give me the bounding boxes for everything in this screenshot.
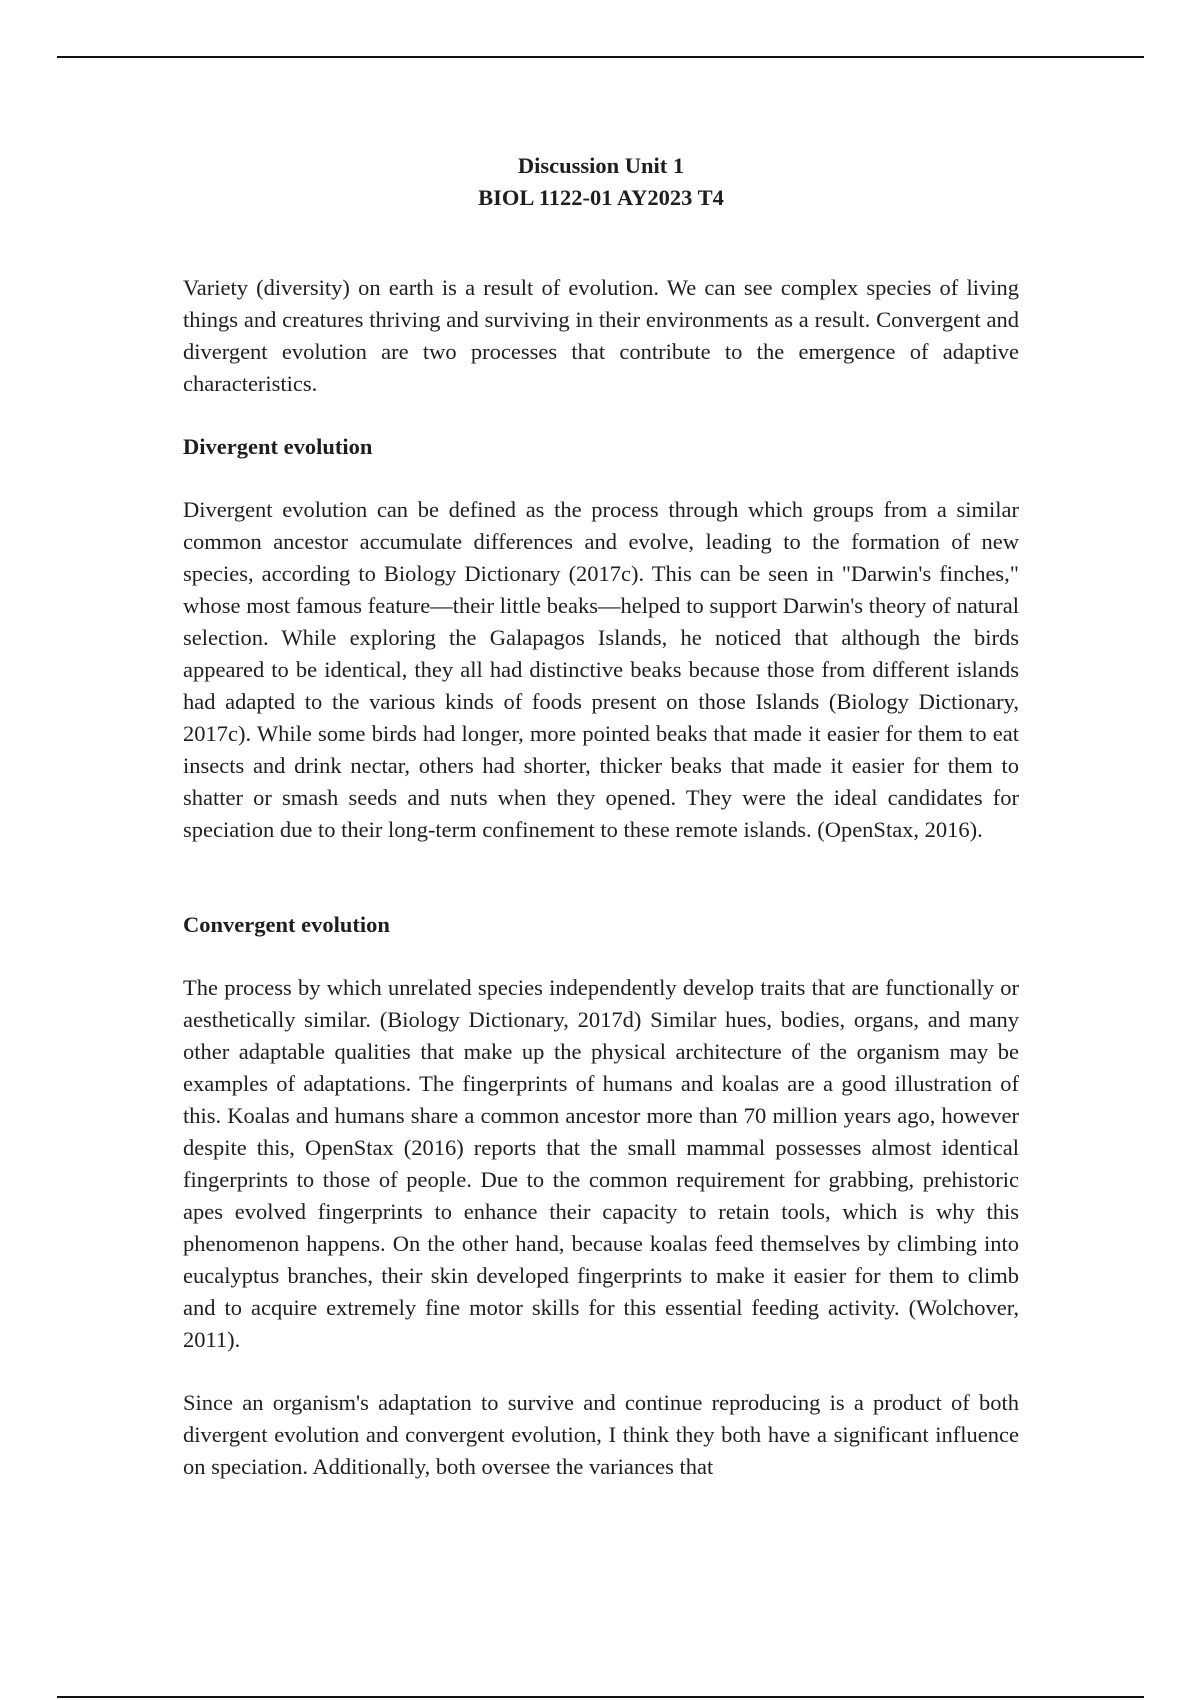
- document-title: Discussion Unit 1: [517, 153, 685, 178]
- divergent-paragraph: Divergent evolution can be defined as the process through which groups from a similar common ancestor accumulate differences and evolve, leading to the formation of new species, according to Biology Dictionary (2017c). This can be seen in "Darwin's finches," whose most famous feature—their little beaks—helped to support Darwin's theory of natural selection. While exploring the Galapagos Islands, he noticed that although the birds appeared to be identical, they all had distinctive beaks because those from different islands had adapted to the various kinds of foods present on those Islands (Biology Dictionary, 2017c). While some birds had longer, more pointed beaks that made it easier for them to eat insects and drink nectar, others had shorter, thicker beaks that made it easier for them to shatter or smash seeds and nuts when they opened. They were the ideal candidates for speciation due to their long-term confinement to these remote islands. (OpenStax, 2016).: [183, 497, 1019, 842]
- closing-paragraph: Since an organism's adaptation to survive and continue reproducing is a product of both divergent evolution and convergent evolution, I think they both have a significant influence on speciation. Additionally, both oversee the variances that: [183, 1390, 1019, 1479]
- course-code: BIOL 1122-01 AY2023 T4: [478, 185, 724, 210]
- bottom-rule: [57, 1696, 1144, 1698]
- convergent-paragraph: The process by which unrelated species independently develop traits that are functionally or aesthetically similar. (Biology Dictionary, 2017d) Similar hues, bodies, organs, and many other adaptable qualities that make up the physical architecture of the organism may be examples of adaptations. The fingerprints of humans and koalas are a good illustration of this. Koalas and humans share a common ancestor more than 70 million years ago, however despite this, OpenStax (2016) reports that the small mammal possesses almost identical fingerprints to those of people. Due to the common requirement for grabbing, prehistoric apes evolved fingerprints to enhance their capacity to retain tools, which is why this phenomenon happens. On the other hand, because koalas feed themselves by climbing into eucalyptus branches, their skin developed fingerprints to make it easier for them to climb and to acquire extremely fine motor skills for this essential feeding activity. (Wolchover, 2011).: [183, 975, 1019, 1352]
- top-rule: [57, 56, 1144, 58]
- document-body: [183, 150, 1019, 1514]
- title-block: [183, 150, 1019, 214]
- intro-paragraph: Variety (diversity) on earth is a result of evolution. We can see complex species of living things and creatures thriving and surviving in their environments as a result. Convergent and divergent evolution are two processes that contribute to the emergence of adaptive characteristics.: [183, 275, 1019, 396]
- section-heading-convergent: Convergent evolution: [183, 912, 390, 937]
- section-heading-divergent: Divergent evolution: [183, 434, 373, 459]
